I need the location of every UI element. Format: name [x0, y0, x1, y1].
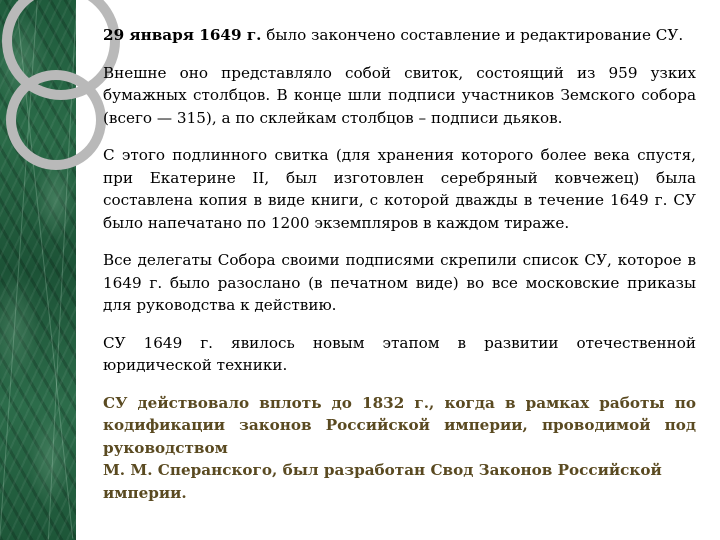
paragraph-6-line-1: СУ действовало вплоть до 1832 г., когда в рамках работы по кодификации законов Российской империи, проводимой под руководством [103, 393, 696, 457]
paragraph-1-text: было закончено составление и редактирование СУ. [261, 26, 684, 44]
paragraph-4: Все делегаты Собора своими подписями скрепили список СУ, которое в 1649 г. было разослано (в печатном виде) во все московские приказы для руководства к действию. [103, 251, 696, 314]
paragraph-5: СУ 1649 г. явилось новым этапом в развитии отечественной юридической техники. [103, 333, 696, 374]
date-heading: 29 января 1649 г. [103, 26, 262, 44]
paragraph-3: С этого подлинного свитка (для хранения которого более века спустя, при Екатерине II, был изготовлен серебряный ковчежец) была составлена копия в виде книги, с которой дважды в течение 1649 г. СУ было напечатано по 1200 экземпляров в каждом тираже. [103, 146, 696, 232]
paragraph-6-continued [103, 459, 696, 504]
paragraph-2: Внешне оно представляло собой свиток, состоящий из 959 узких бумажных столбцов. В конце шли подписи участников Земского собора (всего — 315), а по склейкам столбцов – подписи дьяков. [103, 63, 696, 127]
paragraph-6 [103, 392, 696, 460]
paragraph-6-line-2: М. М. Сперанского, был разработан Свод Законов Российской империи. [103, 461, 662, 502]
paragraph-1 [103, 24, 696, 47]
decorative-circle-middle [6, 70, 106, 170]
slide-text [103, 24, 696, 519]
